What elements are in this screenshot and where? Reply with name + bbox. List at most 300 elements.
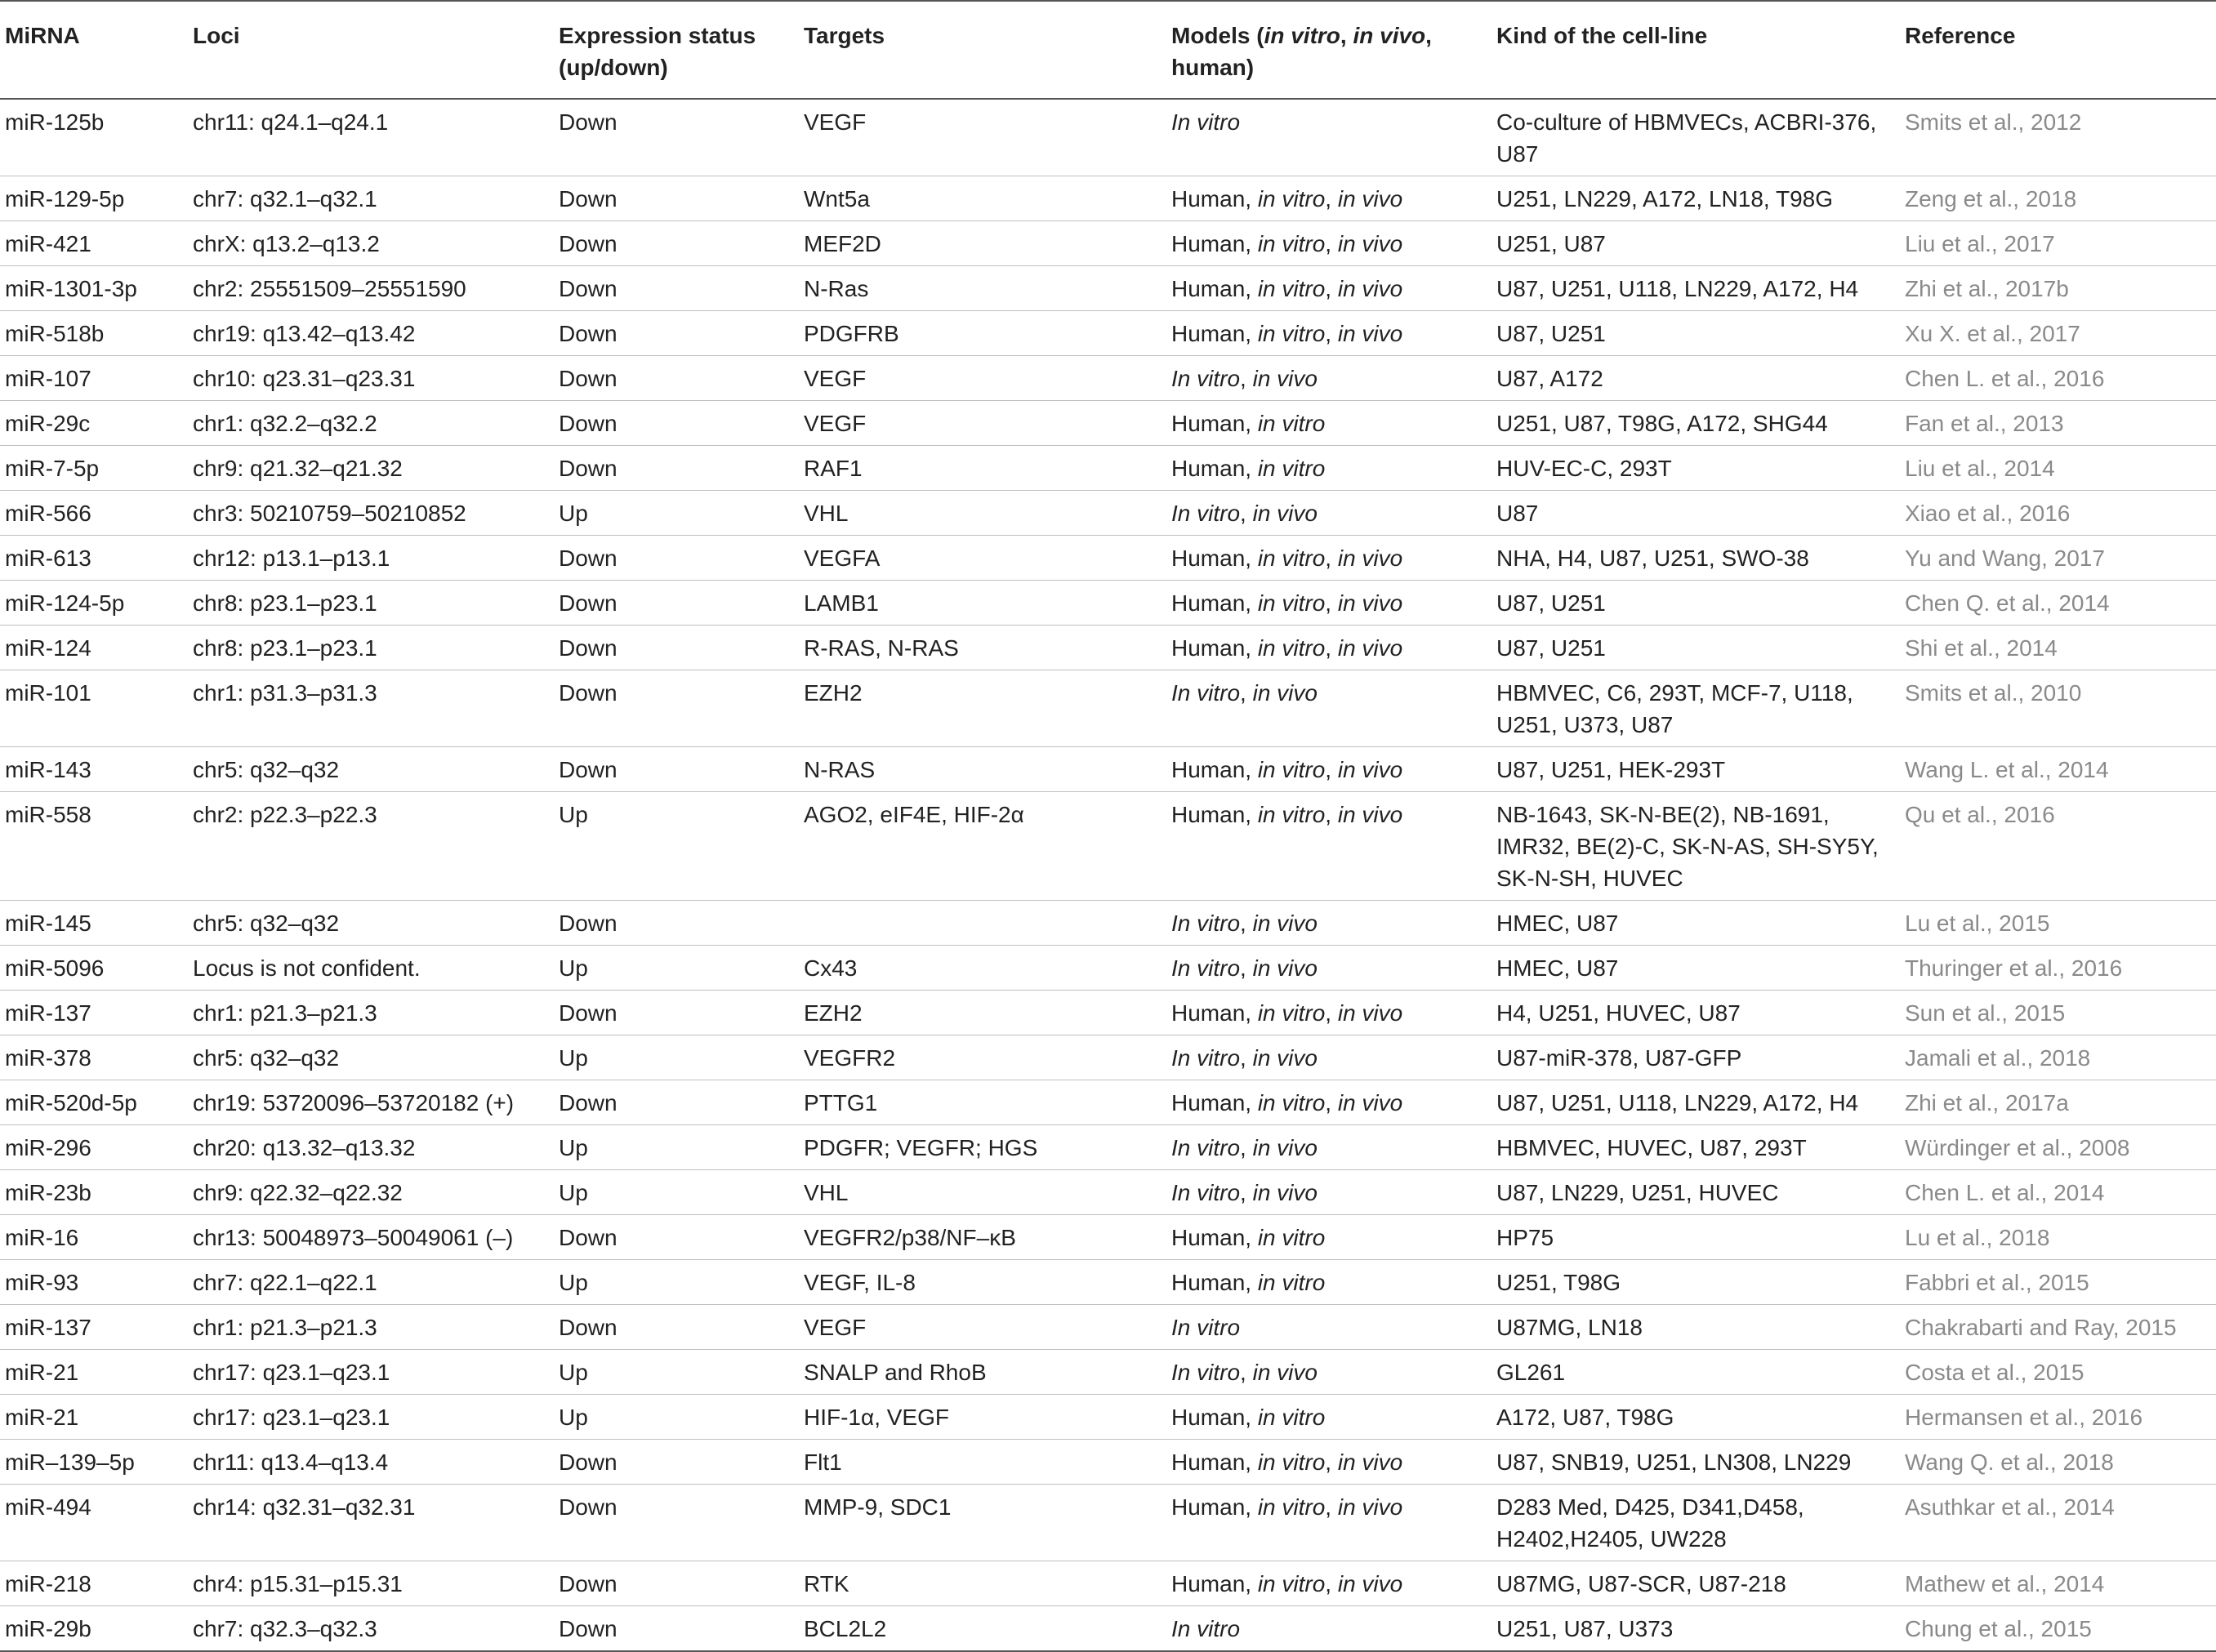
- cell-models: [1166, 1395, 1491, 1440]
- cell-models: [1166, 1035, 1491, 1080]
- models-segment: Human,: [1171, 411, 1258, 436]
- cell-targets: R-RAS, N-RAS: [799, 626, 1166, 670]
- table-row: [0, 266, 2216, 311]
- cell-models: [1166, 792, 1491, 901]
- cell-mirna: miR-29c: [0, 401, 188, 446]
- cell-loci: chr1: p21.3–p21.3: [188, 991, 554, 1035]
- cell-models: [1166, 1561, 1491, 1606]
- table-row: [0, 99, 2216, 176]
- models-segment: Human,: [1171, 231, 1258, 256]
- cell-loci: chr19: q13.42–q13.42: [188, 311, 554, 356]
- cell-models: [1166, 626, 1491, 670]
- cell-mirna: miR-124: [0, 626, 188, 670]
- table-row: [0, 1125, 2216, 1170]
- cell-reference[interactable]: Thuringer et al., 2016: [1900, 946, 2216, 991]
- cell-cell-line: U251, U87, U373: [1491, 1606, 1900, 1652]
- cell-loci: chr1: p21.3–p21.3: [188, 1305, 554, 1350]
- models-segment: ,: [1325, 1090, 1338, 1115]
- models-segment: in vitro: [1257, 276, 1326, 301]
- cell-expression-status: Down: [554, 1080, 799, 1125]
- cell-targets: PDGFR; VEGFR; HGS: [799, 1125, 1166, 1170]
- cell-cell-line: U251, LN229, A172, LN18, T98G: [1491, 176, 1900, 221]
- models-segment: in vitro: [1257, 635, 1326, 661]
- cell-models: [1166, 670, 1491, 747]
- models-segment: in vivo: [1337, 186, 1403, 212]
- cell-models: [1166, 221, 1491, 266]
- cell-reference[interactable]: Chakrabarti and Ray, 2015: [1900, 1305, 2216, 1350]
- cell-expression-status: Up: [554, 1350, 799, 1395]
- cell-loci: chr7: q32.1–q32.1: [188, 176, 554, 221]
- table-row: [0, 1170, 2216, 1215]
- models-segment: in vivo: [1337, 1090, 1403, 1115]
- cell-cell-line: HMEC, U87: [1491, 901, 1900, 946]
- cell-loci: chr9: q22.32–q22.32: [188, 1170, 554, 1215]
- models-segment: ,: [1240, 366, 1253, 391]
- header-expression-status: Expression status (up/down): [554, 1, 799, 99]
- cell-cell-line: HMEC, U87: [1491, 946, 1900, 991]
- models-segment: ,: [1325, 1494, 1338, 1520]
- cell-models: [1166, 1080, 1491, 1125]
- models-segment: ,: [1325, 635, 1338, 661]
- cell-models: [1166, 1215, 1491, 1260]
- models-segment: In vitro: [1171, 955, 1241, 981]
- cell-loci: chr7: q22.1–q22.1: [188, 1260, 554, 1305]
- cell-expression-status: Up: [554, 1125, 799, 1170]
- header-models-suffix: , human): [1171, 23, 1432, 80]
- cell-reference[interactable]: Zhi et al., 2017a: [1900, 1080, 2216, 1125]
- cell-expression-status: Up: [554, 1395, 799, 1440]
- models-segment: in vitro: [1257, 411, 1326, 436]
- cell-reference[interactable]: Lu et al., 2018: [1900, 1215, 2216, 1260]
- cell-targets: AGO2, eIF4E, HIF-2α: [799, 792, 1166, 901]
- header-loci: Loci: [188, 1, 554, 99]
- models-segment: Human,: [1171, 757, 1258, 782]
- cell-targets: VEGF, IL-8: [799, 1260, 1166, 1305]
- cell-loci: chr5: q32–q32: [188, 747, 554, 792]
- models-segment: ,: [1240, 955, 1253, 981]
- cell-reference[interactable]: Smits et al., 2012: [1900, 99, 2216, 176]
- cell-expression-status: Down: [554, 1305, 799, 1350]
- header-cell-line: Kind of the cell-line: [1491, 1, 1900, 99]
- cell-mirna: miR-494: [0, 1485, 188, 1561]
- cell-reference[interactable]: Lu et al., 2015: [1900, 901, 2216, 946]
- models-segment: In vitro: [1171, 680, 1241, 706]
- models-segment: in vivo: [1337, 802, 1403, 827]
- cell-mirna: miR-613: [0, 536, 188, 581]
- cell-models: [1166, 1305, 1491, 1350]
- cell-models: [1166, 266, 1491, 311]
- cell-expression-status: Down: [554, 1485, 799, 1561]
- cell-expression-status: Down: [554, 311, 799, 356]
- header-targets: Targets: [799, 1, 1166, 99]
- models-segment: Human,: [1171, 1225, 1258, 1250]
- models-segment: in vivo: [1337, 231, 1403, 256]
- models-segment: ,: [1240, 1045, 1253, 1071]
- cell-reference[interactable]: Sun et al., 2015: [1900, 991, 2216, 1035]
- cell-targets: Wnt5a: [799, 176, 1166, 221]
- cell-cell-line: HBMVEC, C6, 293T, MCF-7, U118, U251, U373, U87: [1491, 670, 1900, 747]
- models-segment: ,: [1325, 321, 1338, 346]
- cell-loci: chr10: q23.31–q23.31: [188, 356, 554, 401]
- cell-reference[interactable]: Qu et al., 2016: [1900, 792, 2216, 901]
- models-segment: In vitro: [1171, 366, 1241, 391]
- models-segment: in vivo: [1337, 1571, 1403, 1596]
- models-segment: ,: [1325, 276, 1338, 301]
- models-segment: Human,: [1171, 186, 1258, 212]
- cell-loci: chr2: 25551509–25551590: [188, 266, 554, 311]
- cell-expression-status: Down: [554, 1606, 799, 1652]
- cell-cell-line: U87, U251: [1491, 581, 1900, 626]
- models-segment: in vivo: [1252, 1360, 1318, 1385]
- table-body: [0, 99, 2216, 1651]
- table-row: [0, 946, 2216, 991]
- models-segment: In vitro: [1171, 1135, 1241, 1160]
- table-row: [0, 1606, 2216, 1652]
- cell-reference[interactable]: Shi et al., 2014: [1900, 626, 2216, 670]
- cell-models: [1166, 536, 1491, 581]
- models-segment: in vitro: [1257, 321, 1326, 346]
- cell-cell-line: GL261: [1491, 1350, 1900, 1395]
- table-row: [0, 311, 2216, 356]
- cell-models: [1166, 1485, 1491, 1561]
- table-row: [0, 581, 2216, 626]
- cell-expression-status: Down: [554, 991, 799, 1035]
- cell-loci: chr19: 53720096–53720182 (+): [188, 1080, 554, 1125]
- cell-cell-line: HP75: [1491, 1215, 1900, 1260]
- cell-cell-line: U87MG, U87-SCR, U87-218: [1491, 1561, 1900, 1606]
- cell-mirna: miR-5096: [0, 946, 188, 991]
- cell-expression-status: Down: [554, 266, 799, 311]
- cell-targets: N-RAS: [799, 747, 1166, 792]
- models-segment: In vitro: [1171, 1616, 1241, 1641]
- table-row: [0, 991, 2216, 1035]
- cell-models: [1166, 176, 1491, 221]
- cell-mirna: miR-129-5p: [0, 176, 188, 221]
- models-segment: in vivo: [1337, 276, 1403, 301]
- table-row: [0, 626, 2216, 670]
- cell-cell-line: U251, T98G: [1491, 1260, 1900, 1305]
- cell-reference[interactable]: Smits et al., 2010: [1900, 670, 2216, 747]
- cell-targets: BCL2L2: [799, 1606, 1166, 1652]
- cell-targets: VEGF: [799, 356, 1166, 401]
- models-segment: in vivo: [1252, 955, 1318, 981]
- cell-targets: N-Ras: [799, 266, 1166, 311]
- models-segment: in vivo: [1337, 635, 1403, 661]
- cell-loci: chr1: q32.2–q32.2: [188, 401, 554, 446]
- cell-expression-status: Down: [554, 901, 799, 946]
- cell-reference[interactable]: Yu and Wang, 2017: [1900, 536, 2216, 581]
- models-segment: Human,: [1171, 1090, 1258, 1115]
- models-segment: in vivo: [1252, 366, 1318, 391]
- cell-expression-status: Down: [554, 670, 799, 747]
- cell-loci: chr4: p15.31–p15.31: [188, 1561, 554, 1606]
- cell-mirna: miR-520d-5p: [0, 1080, 188, 1125]
- cell-expression-status: Down: [554, 401, 799, 446]
- header-models-sep: ,: [1340, 23, 1353, 48]
- table-row: [0, 792, 2216, 901]
- cell-mirna: miR-21: [0, 1350, 188, 1395]
- cell-targets: RAF1: [799, 446, 1166, 491]
- cell-expression-status: Down: [554, 747, 799, 792]
- cell-mirna: miR-107: [0, 356, 188, 401]
- models-segment: In vitro: [1171, 1045, 1241, 1071]
- table-row: [0, 356, 2216, 401]
- header-mirna: MiRNA: [0, 1, 188, 99]
- models-segment: in vivo: [1337, 590, 1403, 616]
- cell-loci: chr12: p13.1–p13.1: [188, 536, 554, 581]
- models-segment: In vitro: [1171, 501, 1241, 526]
- cell-cell-line: U87, U251, U118, LN229, A172, H4: [1491, 1080, 1900, 1125]
- cell-targets: RTK: [799, 1561, 1166, 1606]
- cell-targets: VEGFA: [799, 536, 1166, 581]
- models-segment: Human,: [1171, 635, 1258, 661]
- cell-mirna: miR-1301-3p: [0, 266, 188, 311]
- cell-reference[interactable]: Xiao et al., 2016: [1900, 491, 2216, 536]
- models-segment: Human,: [1171, 1270, 1258, 1295]
- cell-loci: chr3: 50210759–50210852: [188, 491, 554, 536]
- cell-mirna: miR-558: [0, 792, 188, 901]
- models-segment: Human,: [1171, 1449, 1258, 1475]
- models-segment: in vitro: [1257, 590, 1326, 616]
- cell-reference[interactable]: Asuthkar et al., 2014: [1900, 1485, 2216, 1561]
- models-segment: Human,: [1171, 321, 1258, 346]
- models-segment: in vitro: [1257, 802, 1326, 827]
- cell-expression-status: Down: [554, 536, 799, 581]
- models-segment: in vitro: [1257, 1270, 1326, 1295]
- cell-cell-line: U87, U251: [1491, 311, 1900, 356]
- models-segment: ,: [1240, 1135, 1253, 1160]
- table-row: [0, 670, 2216, 747]
- cell-mirna: miR-137: [0, 1305, 188, 1350]
- cell-reference[interactable]: Wang L. et al., 2014: [1900, 747, 2216, 792]
- cell-reference[interactable]: Zeng et al., 2018: [1900, 176, 2216, 221]
- cell-expression-status: Down: [554, 356, 799, 401]
- cell-mirna: miR-7-5p: [0, 446, 188, 491]
- table-header: [0, 1, 2216, 99]
- cell-expression-status: Down: [554, 626, 799, 670]
- cell-cell-line: HUV-EC-C, 293T: [1491, 446, 1900, 491]
- cell-mirna: miR-16: [0, 1215, 188, 1260]
- cell-targets: Flt1: [799, 1440, 1166, 1485]
- cell-loci: chr17: q23.1–q23.1: [188, 1350, 554, 1395]
- models-segment: in vitro: [1257, 757, 1326, 782]
- cell-mirna: miR-421: [0, 221, 188, 266]
- models-segment: ,: [1240, 1360, 1253, 1385]
- cell-expression-status: Down: [554, 1440, 799, 1485]
- cell-cell-line: D283 Med, D425, D341,D458, H2402,H2405, UW228: [1491, 1485, 1900, 1561]
- models-segment: ,: [1325, 186, 1338, 212]
- cell-loci: chr17: q23.1–q23.1: [188, 1395, 554, 1440]
- cell-expression-status: Up: [554, 1035, 799, 1080]
- table-row: [0, 1215, 2216, 1260]
- cell-reference[interactable]: Xu X. et al., 2017: [1900, 311, 2216, 356]
- cell-reference[interactable]: Costa et al., 2015: [1900, 1350, 2216, 1395]
- cell-loci: chrX: q13.2–q13.2: [188, 221, 554, 266]
- models-segment: in vitro: [1257, 1090, 1326, 1115]
- cell-cell-line: U87: [1491, 491, 1900, 536]
- cell-cell-line: NB-1643, SK-N-BE(2), NB-1691, IMR32, BE(2)-C, SK-N-AS, SH-SY5Y, SK-N-SH, HUVEC: [1491, 792, 1900, 901]
- cell-reference[interactable]: Jamali et al., 2018: [1900, 1035, 2216, 1080]
- cell-targets: PDGFRB: [799, 311, 1166, 356]
- cell-models: [1166, 446, 1491, 491]
- cell-cell-line: NHA, H4, U87, U251, SWO-38: [1491, 536, 1900, 581]
- cell-cell-line: U251, U87, T98G, A172, SHG44: [1491, 401, 1900, 446]
- cell-targets: MEF2D: [799, 221, 1166, 266]
- models-segment: ,: [1325, 757, 1338, 782]
- cell-reference[interactable]: Liu et al., 2014: [1900, 446, 2216, 491]
- cell-targets: LAMB1: [799, 581, 1166, 626]
- cell-models: [1166, 1350, 1491, 1395]
- cell-mirna: miR-125b: [0, 99, 188, 176]
- models-segment: in vivo: [1337, 1494, 1403, 1520]
- cell-cell-line: A172, U87, T98G: [1491, 1395, 1900, 1440]
- cell-cell-line: U251, U87: [1491, 221, 1900, 266]
- cell-targets: HIF-1α, VEGF: [799, 1395, 1166, 1440]
- cell-models: [1166, 1260, 1491, 1305]
- cell-reference[interactable]: Fabbri et al., 2015: [1900, 1260, 2216, 1305]
- cell-reference[interactable]: Liu et al., 2017: [1900, 221, 2216, 266]
- cell-mirna: miR–139–5p: [0, 1440, 188, 1485]
- cell-models: [1166, 1170, 1491, 1215]
- cell-reference[interactable]: Mathew et al., 2014: [1900, 1561, 2216, 1606]
- cell-expression-status: Up: [554, 491, 799, 536]
- cell-expression-status: Down: [554, 99, 799, 176]
- cell-reference[interactable]: Chen Q. et al., 2014: [1900, 581, 2216, 626]
- cell-loci: chr1: p31.3–p31.3: [188, 670, 554, 747]
- cell-targets: VEGF: [799, 401, 1166, 446]
- table-row: [0, 747, 2216, 792]
- cell-loci: chr8: p23.1–p23.1: [188, 626, 554, 670]
- cell-targets: VEGF: [799, 1305, 1166, 1350]
- models-segment: in vivo: [1337, 545, 1403, 571]
- cell-mirna: miR-218: [0, 1561, 188, 1606]
- cell-cell-line: H4, U251, HUVEC, U87: [1491, 991, 1900, 1035]
- cell-mirna: miR-29b: [0, 1606, 188, 1652]
- table-row: [0, 1395, 2216, 1440]
- cell-reference[interactable]: Würdinger et al., 2008: [1900, 1125, 2216, 1170]
- cell-models: [1166, 1125, 1491, 1170]
- cell-loci: chr11: q13.4–q13.4: [188, 1440, 554, 1485]
- cell-models: [1166, 747, 1491, 792]
- models-segment: Human,: [1171, 545, 1258, 571]
- models-segment: in vitro: [1257, 1225, 1326, 1250]
- models-segment: Human,: [1171, 1405, 1258, 1430]
- models-segment: In vitro: [1171, 109, 1241, 135]
- cell-models: [1166, 1606, 1491, 1652]
- cell-cell-line: U87, A172: [1491, 356, 1900, 401]
- cell-models: [1166, 991, 1491, 1035]
- cell-mirna: miR-378: [0, 1035, 188, 1080]
- cell-reference[interactable]: Hermansen et al., 2016: [1900, 1395, 2216, 1440]
- table-row: [0, 401, 2216, 446]
- cell-expression-status: Down: [554, 1215, 799, 1260]
- cell-targets: VEGFR2/p38/NF–κB: [799, 1215, 1166, 1260]
- models-segment: in vitro: [1257, 1000, 1326, 1026]
- cell-cell-line: U87, U251, HEK-293T: [1491, 747, 1900, 792]
- models-segment: ,: [1325, 231, 1338, 256]
- models-segment: in vivo: [1337, 1449, 1403, 1475]
- models-segment: in vitro: [1257, 1405, 1326, 1430]
- models-segment: in vitro: [1257, 1571, 1326, 1596]
- cell-targets: VHL: [799, 1170, 1166, 1215]
- cell-mirna: miR-296: [0, 1125, 188, 1170]
- models-segment: Human,: [1171, 1571, 1258, 1596]
- cell-reference[interactable]: Wang Q. et al., 2018: [1900, 1440, 2216, 1485]
- cell-targets: PTTG1: [799, 1080, 1166, 1125]
- cell-models: [1166, 311, 1491, 356]
- models-segment: in vitro: [1257, 545, 1326, 571]
- cell-cell-line: U87, U251, U118, LN229, A172, H4: [1491, 266, 1900, 311]
- cell-loci: chr8: p23.1–p23.1: [188, 581, 554, 626]
- models-segment: in vivo: [1252, 1045, 1318, 1071]
- table-row: [0, 221, 2216, 266]
- cell-reference[interactable]: Chen L. et al., 2014: [1900, 1170, 2216, 1215]
- cell-mirna: miR-566: [0, 491, 188, 536]
- cell-targets: EZH2: [799, 670, 1166, 747]
- cell-loci: chr5: q32–q32: [188, 901, 554, 946]
- models-segment: ,: [1325, 590, 1338, 616]
- models-segment: ,: [1240, 911, 1253, 936]
- cell-loci: chr20: q13.32–q13.32: [188, 1125, 554, 1170]
- cell-expression-status: Down: [554, 221, 799, 266]
- models-segment: Human,: [1171, 456, 1258, 481]
- models-segment: ,: [1325, 802, 1338, 827]
- header-row: [0, 1, 2216, 99]
- cell-reference[interactable]: Chung et al., 2015: [1900, 1606, 2216, 1652]
- cell-loci: chr9: q21.32–q21.32: [188, 446, 554, 491]
- models-segment: in vitro: [1257, 231, 1326, 256]
- table-row: [0, 1440, 2216, 1485]
- cell-targets: [799, 901, 1166, 946]
- models-segment: in vitro: [1257, 186, 1326, 212]
- cell-cell-line: U87, SNB19, U251, LN308, LN229: [1491, 1440, 1900, 1485]
- models-segment: ,: [1325, 545, 1338, 571]
- cell-mirna: miR-23b: [0, 1170, 188, 1215]
- cell-models: [1166, 581, 1491, 626]
- cell-mirna: miR-124-5p: [0, 581, 188, 626]
- models-segment: in vivo: [1337, 1000, 1403, 1026]
- cell-targets: SNALP and RhoB: [799, 1350, 1166, 1395]
- models-segment: ,: [1240, 680, 1253, 706]
- cell-models: [1166, 491, 1491, 536]
- models-segment: ,: [1240, 501, 1253, 526]
- cell-reference[interactable]: Fan et al., 2013: [1900, 401, 2216, 446]
- models-segment: Human,: [1171, 802, 1258, 827]
- table-row: [0, 1561, 2216, 1606]
- cell-models: [1166, 946, 1491, 991]
- table-row: [0, 491, 2216, 536]
- models-segment: Human,: [1171, 590, 1258, 616]
- header-models-invitro: in vitro: [1264, 23, 1340, 48]
- cell-targets: VHL: [799, 491, 1166, 536]
- cell-models: [1166, 901, 1491, 946]
- cell-targets: EZH2: [799, 991, 1166, 1035]
- cell-models: [1166, 99, 1491, 176]
- cell-cell-line: U87, U251: [1491, 626, 1900, 670]
- header-models-invivo: in vivo: [1353, 23, 1426, 48]
- models-segment: in vitro: [1257, 456, 1326, 481]
- models-segment: in vitro: [1257, 1494, 1326, 1520]
- cell-reference[interactable]: Zhi et al., 2017b: [1900, 266, 2216, 311]
- cell-cell-line: HBMVEC, HUVEC, U87, 293T: [1491, 1125, 1900, 1170]
- cell-loci: chr11: q24.1–q24.1: [188, 99, 554, 176]
- table-row: [0, 901, 2216, 946]
- cell-reference[interactable]: Chen L. et al., 2016: [1900, 356, 2216, 401]
- cell-expression-status: Up: [554, 1260, 799, 1305]
- cell-cell-line: U87MG, LN18: [1491, 1305, 1900, 1350]
- cell-models: [1166, 356, 1491, 401]
- cell-cell-line: Co-culture of HBMVECs, ACBRI-376, U87: [1491, 99, 1900, 176]
